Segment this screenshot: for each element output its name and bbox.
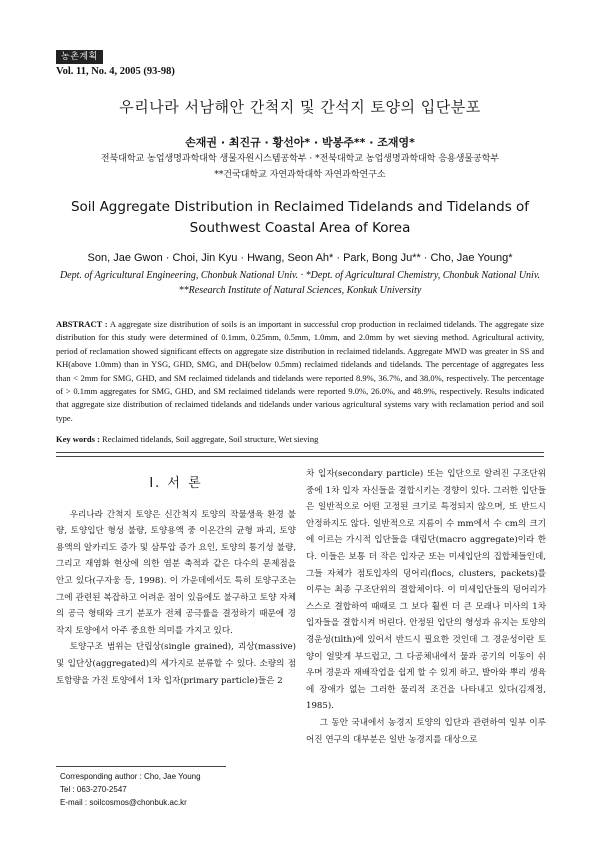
affiliation-en-line: **Research Institute of Natural Sciences, Konkuk University xyxy=(178,285,422,296)
divider xyxy=(56,452,544,453)
body-paragraph: 그 동안 국내에서 농경지 토양의 입단과 관련하여 일부 이루어진 연구의 대부분은 일반 농경지를 대상으로 xyxy=(306,717,546,745)
title-korean: 우리나라 서남해안 간척지 및 간석지 토양의 입단분포 xyxy=(119,98,481,116)
volume-line: Vol. 11, No. 4, 2005 (93-98) xyxy=(56,66,175,77)
abstract-label: ABSTRACT : xyxy=(56,319,108,329)
affiliation-ko-line: **건국대학교 자연과학대학 자연과학연구소 xyxy=(214,170,386,180)
abstract xyxy=(56,318,544,425)
keywords xyxy=(56,434,544,444)
footnote-divider xyxy=(56,766,226,767)
affiliation-ko-line: 전북대학교 농업생명과학대학 생물자원시스템공학부 · *전북대학교 농업생명과학대학 응용생물공학부 xyxy=(100,154,500,164)
authors-korean: 손재권 · 최진규 · 황선아* · 박봉주** · 조재영* xyxy=(185,136,415,149)
body-paragraph: 우리나라 간척지 토양은 신간척지 토양의 작물생육 환경 불량, 토양입단 형성 불량, 토양용액 중 이온간의 균형 파괴, 토양용액의 알카리도 증가 및 삼투압 증가 요인, 토양의 통기성 불량, 그리고 재염화 현상에 의한 염분 축적과 같은 다수의 문제점을 안고 있다(구자웅 등, 1998). 이 가운데에서도 특히 토양구조는 그에 관련된 복잡하고 어려운 점이 있음에도 불구하고 토양 자체의 공극 형태와 크기 분포가 전체 공극률을 결정하기 때문에 경작지 토양에서 아주 중요한 의미를 가지고 있다. xyxy=(56,509,296,636)
right-column xyxy=(306,466,546,748)
body-paragraph: 차 입자(secondary particle) 또는 입단으로 알려진 구조단위 중에 1차 입자 자신들을 결합시키는 경향이 있다. 그러한 입단들은 일반적으로 어떤 고정된 크기로 특정되지 않으며, 또 반드시 안정하지도 않다. 일반적으로 지름이 수 mm에서 수 cm의 크기에 이르는 가시적 입단들을 대립단(macro aggregate)이라 한다. 이들은 보통 더 작은 입자군 또는 미세입단의 집합체들인데, 그들 자체가 점토입자의 덩어리(flocs, clusters, packets)를 이루는 최종 구조단위의 결합체이다. 이 미세입단들의 덩어리가 스스로 결합하여 때때로 그 보다 훨씬 더 큰 모래나 미사의 1차 입자들을 결합시켜 버린다. 안정된 입단의 형성과 유지는 토양의 경운성(tilth)에 있어서 반드시 필요한 것인데 그 경운성이란 토양이 얼맞게 부드럽고, 그 다공체내에서 물과 공기의 이동이 쉬우며 경운과 재배작업을 쉽게 할 수 있게 하고, 발아와 뿌리 생육에 장애가 없는 그러한 물리적 조건을 나타내고 있다(김재정, 1985). xyxy=(306,469,546,712)
footnote-email: E-mail : soilcosmos@chonbuk.ac.kr xyxy=(60,798,187,807)
affiliations-korean xyxy=(60,151,540,183)
journal-badge: 농촌계획 xyxy=(56,50,103,64)
footnote-author: Corresponding author : Cho, Jae Young xyxy=(60,772,201,781)
abstract-text: A aggregate size distribution of soils is an important in successful crop production in reclaimed tidelands. The aggregate size distribution for this study were determined of 0.1mm, 0.25mm, 0.5mm, 1.0mm, and 2.0mm by wet sieving method. Agricultural activity, period of reclamation showed significant effects on aggregate size distribution in reclaimed tidelands. Aggregate MWD was greater in SS and KH(above 1.0mm) than in YSG, GHD, SMG, and DH(below 0.5mm) reclaimed tidelands and tidelands. The percentage of aggregates less than < 2mm for SMG, GHD, and SM reclaimed tidelands and tidelands were reported 8.9%, 36.7%, and 38.0%, respectively. The percentage of > 0.1mm aggregates for SMG, GHD, and SM reclaimed tidelands were reported 9.0%, 26.0%, and 48.9%, respectively. Results indicated that aggregate size distribution of reclaimed tidelands and tidelands under various agricultural systems vary with reclamation period and soil type. xyxy=(56,319,545,423)
authors-english: Son, Jae Gwon · Choi, Jin Kyu · Hwang, Seon Ah* · Park, Bong Ju** · Cho, Jae Young* xyxy=(87,252,513,264)
body-paragraph: 토양구조 범위는 단립상(single grained), 괴상(massive) 및 입단상(aggregated)의 세가지로 분류할 수 있다. 소량의 점토함량을 가진 토양에서 1차 입자(primary particle)들은 2 xyxy=(56,642,296,686)
title-english: Soil Aggregate Distribution in Reclaimed Tidelands and Tidelands of Southwest Coastal Area of Korea xyxy=(70,199,530,236)
left-column xyxy=(56,466,296,689)
keywords-label: Key words : xyxy=(56,434,100,444)
section-heading: I. 서 론 xyxy=(149,476,203,491)
affiliations-english xyxy=(40,268,560,298)
affiliation-en-line: Dept. of Agricultural Engineering, Chonbuk National Univ. · *Dept. of Agricultural Chemistry, Chonbuk National Univ. xyxy=(59,270,541,281)
footnote xyxy=(60,770,201,809)
divider xyxy=(56,456,544,457)
footnote-tel: Tel : 063-270-2547 xyxy=(60,785,127,794)
keywords-text: Reclaimed tidelands, Soil aggregate, Soil structure, Wet sieving xyxy=(102,434,319,444)
